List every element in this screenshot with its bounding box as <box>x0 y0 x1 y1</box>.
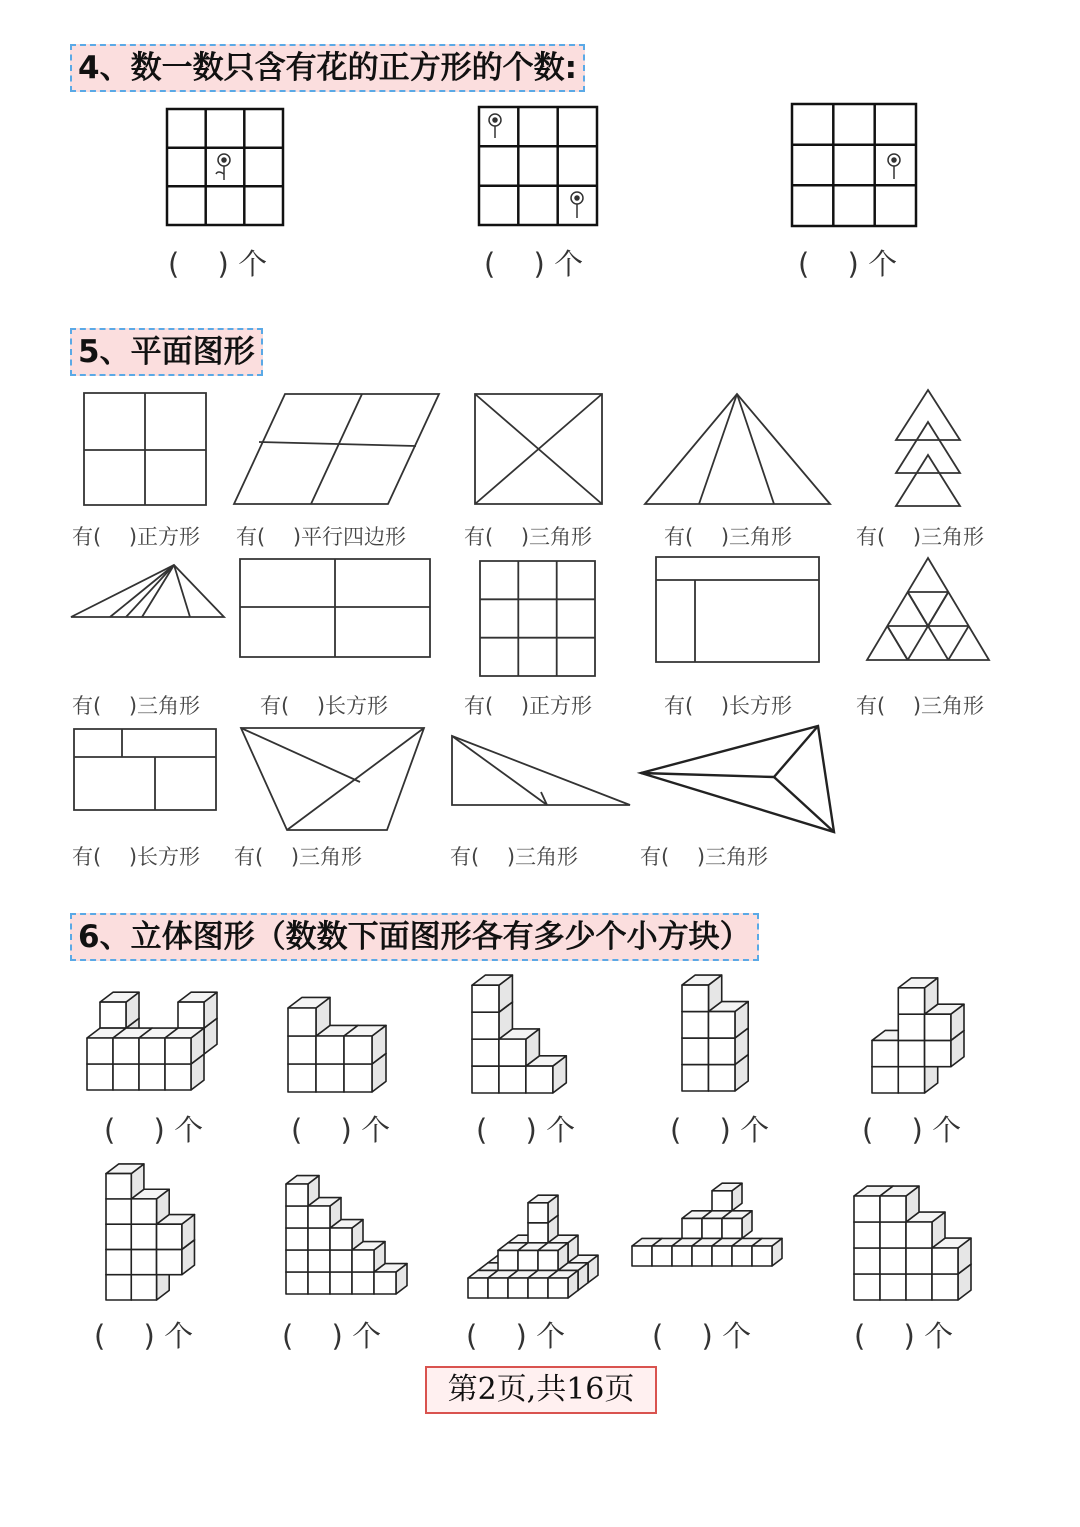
section6-title: 6、立体图形（数数下面图形各有多少个小方块） <box>70 913 759 961</box>
square-diagonals-figure <box>474 393 603 505</box>
cube-face <box>330 1250 352 1272</box>
triangle-grid-figure <box>866 557 990 661</box>
cube-face <box>854 1274 880 1300</box>
cube-face <box>288 1036 316 1064</box>
grid-flower-center <box>166 108 284 226</box>
cube-face <box>308 1272 330 1294</box>
figure-caption: 有( )三角形 <box>856 525 985 549</box>
cube-face <box>488 1278 508 1298</box>
cube-face <box>528 1223 548 1243</box>
section4-title: 4、数一数只含有花的正方形的个数: <box>70 44 585 92</box>
answer-blank[interactable]: ( ) 个 <box>466 1319 566 1353</box>
figure-caption: 有( )三角形 <box>640 845 769 869</box>
cube-face <box>472 985 499 1012</box>
answer-blank[interactable]: ( ) 个 <box>282 1319 382 1353</box>
rectangle-blocks-figure <box>73 728 217 811</box>
figure-caption: 有( )三角形 <box>856 694 985 718</box>
flower-icon <box>888 154 900 179</box>
cube-face <box>286 1272 308 1294</box>
cube-face <box>498 1250 518 1270</box>
flower-icon <box>216 154 230 180</box>
cube-face <box>854 1222 880 1248</box>
cube-face <box>702 1218 722 1238</box>
cube-face <box>178 1002 204 1028</box>
figure-caption: 有( )三角形 <box>450 845 579 869</box>
cube-face <box>157 1249 182 1274</box>
cube-figure <box>680 973 770 1093</box>
cube-face <box>106 1224 131 1249</box>
cube-face <box>880 1274 906 1300</box>
cube-face <box>106 1174 131 1199</box>
cube-figure <box>466 1164 604 1300</box>
cube-face <box>925 1014 951 1040</box>
cube-face <box>732 1246 752 1266</box>
cube-figure <box>85 976 235 1092</box>
cube-face <box>925 1040 951 1066</box>
cube-face <box>906 1222 932 1248</box>
cube-face <box>330 1272 352 1294</box>
cube-face <box>708 1038 734 1064</box>
cube-face <box>854 1196 880 1222</box>
rectangle-split-figure <box>239 558 431 658</box>
cube-face <box>468 1278 488 1298</box>
cube-face <box>131 1249 156 1274</box>
cube-face <box>880 1196 906 1222</box>
cube-face <box>548 1278 568 1298</box>
cube-face <box>682 1012 708 1038</box>
answer-blank[interactable]: ( ) 个 <box>484 247 584 281</box>
cube-face <box>131 1199 156 1224</box>
cube-face <box>286 1228 308 1250</box>
cube-face <box>472 1039 499 1066</box>
cube-face <box>316 1036 344 1064</box>
cube-face <box>712 1191 732 1211</box>
answer-blank[interactable]: ( ) 个 <box>104 1113 204 1147</box>
arrowhead-triangle-figure <box>640 725 835 833</box>
cube-face <box>854 1248 880 1274</box>
cube-face <box>898 1067 924 1093</box>
stacked-triangles-figure <box>895 389 961 507</box>
cube-figure <box>470 973 594 1095</box>
flower-icon <box>489 114 501 138</box>
cube-face <box>752 1246 772 1266</box>
cube-face <box>538 1250 558 1270</box>
figure-caption: 有( )正方形 <box>72 525 201 549</box>
cube-face <box>652 1246 672 1266</box>
figure-caption: 有( )三角形 <box>464 525 593 549</box>
cube-face <box>872 1067 898 1093</box>
cube-face <box>139 1064 165 1090</box>
cube-face <box>288 1008 316 1036</box>
cube-face <box>286 1184 308 1206</box>
figure-caption: 有( )长方形 <box>260 694 389 718</box>
cube-face <box>518 1250 538 1270</box>
cube-face <box>131 1224 156 1249</box>
answer-blank[interactable]: ( ) 个 <box>670 1113 770 1147</box>
cube-face <box>308 1228 330 1250</box>
cube-face <box>508 1278 528 1298</box>
cube-face <box>872 1040 898 1066</box>
cube-face <box>113 1038 139 1064</box>
answer-blank[interactable]: ( ) 个 <box>168 247 268 281</box>
cube-face <box>682 1218 702 1238</box>
cube-figure <box>286 974 408 1094</box>
cube-face <box>672 1246 692 1266</box>
cube-face <box>708 1065 734 1091</box>
cube-face <box>106 1275 131 1300</box>
cube-face <box>288 1064 316 1092</box>
cube-figure <box>852 1164 986 1302</box>
cube-figure <box>630 1164 820 1268</box>
figure-caption: 有( )三角形 <box>664 525 793 549</box>
cube-face <box>682 985 708 1011</box>
cube-face <box>308 1250 330 1272</box>
cube-face <box>330 1228 352 1250</box>
cube-face <box>906 1248 932 1274</box>
cube-face <box>308 1206 330 1228</box>
cube-face <box>106 1249 131 1274</box>
cube-face <box>898 988 924 1014</box>
cube-face <box>100 1002 126 1028</box>
figure-caption: 有( )平行四边形 <box>236 525 407 549</box>
cube-face <box>906 1274 932 1300</box>
parallelogram-figure <box>233 393 440 505</box>
obtuse-triangle-fan-figure <box>70 564 225 618</box>
cube-face <box>722 1218 742 1238</box>
flower-icon <box>571 192 583 218</box>
cube-face <box>880 1248 906 1274</box>
grid-flower-right <box>791 103 917 227</box>
answer-blank[interactable]: ( ) 个 <box>291 1113 391 1147</box>
cube-face <box>526 1066 553 1093</box>
answer-blank[interactable]: ( ) 个 <box>652 1319 752 1353</box>
square-quartered-figure <box>83 392 207 506</box>
answer-blank[interactable]: ( ) 个 <box>862 1113 962 1147</box>
cube-figure <box>104 1162 216 1302</box>
grid-3x3-figure <box>479 560 596 677</box>
cube-face <box>528 1203 548 1223</box>
cube-face <box>165 1038 191 1064</box>
cube-face <box>712 1246 732 1266</box>
figure-caption: 有( )正方形 <box>464 694 593 718</box>
cube-face <box>87 1064 113 1090</box>
cube-face <box>472 1066 499 1093</box>
figure-caption: 有( )三角形 <box>234 845 363 869</box>
cube-face <box>157 1224 182 1249</box>
figure-caption: 有( )长方形 <box>664 694 793 718</box>
trapezoid-triangles-figure <box>240 727 425 831</box>
cube-face <box>708 1012 734 1038</box>
cube-face <box>113 1064 139 1090</box>
cube-face <box>932 1274 958 1300</box>
answer-blank[interactable]: ( ) 个 <box>94 1319 194 1353</box>
rectangle-partition-figure <box>655 556 820 663</box>
cube-face <box>352 1272 374 1294</box>
right-triangle-figure <box>451 735 631 806</box>
answer-blank[interactable]: ( ) 个 <box>798 247 898 281</box>
cube-figure <box>284 1166 410 1296</box>
cube-face <box>344 1036 372 1064</box>
cube-face <box>632 1246 652 1266</box>
answer-blank[interactable]: ( ) 个 <box>476 1113 576 1147</box>
cube-face <box>106 1199 131 1224</box>
cube-face <box>499 1066 526 1093</box>
figure-caption: 有( )三角形 <box>72 694 201 718</box>
cube-face <box>528 1278 548 1298</box>
cube-face <box>131 1275 156 1300</box>
cube-face <box>692 1246 712 1266</box>
answer-blank[interactable]: ( ) 个 <box>854 1319 954 1353</box>
cube-face <box>898 1040 924 1066</box>
cube-face <box>472 1012 499 1039</box>
cube-face <box>165 1064 191 1090</box>
triangle-split-figure <box>644 393 831 505</box>
cube-face <box>87 1038 113 1064</box>
grid-flower-corners <box>478 106 598 226</box>
cube-face <box>139 1038 165 1064</box>
cube-face <box>286 1206 308 1228</box>
cube-figure <box>870 971 966 1095</box>
figure-caption: 有( )长方形 <box>72 845 201 869</box>
page-number: 第2页,共16页 <box>425 1366 657 1414</box>
cube-face <box>499 1039 526 1066</box>
cube-face <box>344 1064 372 1092</box>
cube-face <box>682 1065 708 1091</box>
cube-face <box>880 1222 906 1248</box>
cube-face <box>316 1064 344 1092</box>
cube-face <box>352 1250 374 1272</box>
cube-face <box>682 1038 708 1064</box>
cube-face <box>286 1250 308 1272</box>
section5-title: 5、平面图形 <box>70 328 263 376</box>
cube-face <box>374 1272 396 1294</box>
cube-face <box>898 1014 924 1040</box>
cube-face <box>932 1248 958 1274</box>
